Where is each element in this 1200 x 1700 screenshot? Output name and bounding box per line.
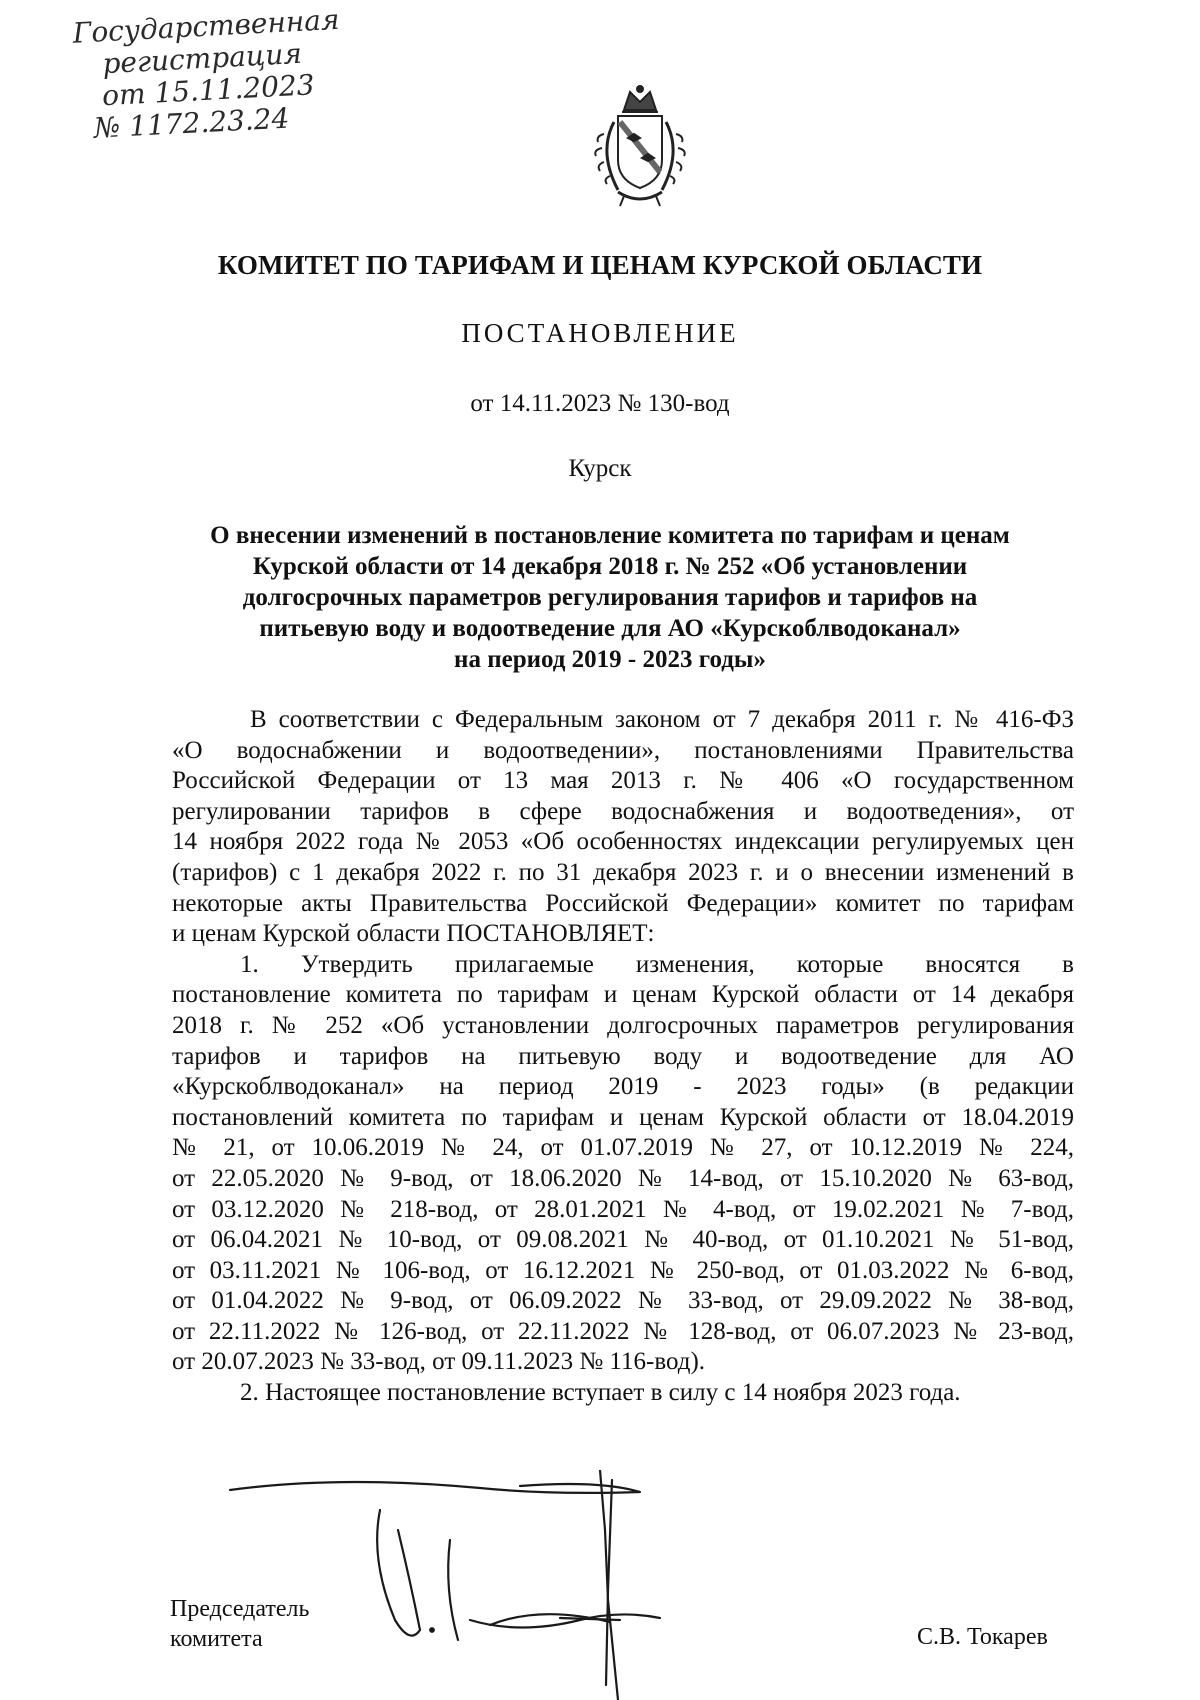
subject-line: питьевую воду и водоотведение для АО «Курскоблводоканал» (259, 615, 961, 642)
item1-line: 1. Утвердить прилагаемые изменения, которые вносятся в (240, 950, 1074, 978)
organization-title: КОМИТЕТ ПО ТАРИФАМ И ЦЕНАМ КУРСКОЙ ОБЛАСТИ (217, 250, 983, 280)
item1-line: постановлений комитета по тарифам и ценам Курской области от 18.04.2019 (172, 1103, 1074, 1131)
registration-note-line-2: регистрация (101, 36, 303, 81)
handwritten-signature (220, 1470, 760, 1700)
document-subject (150, 520, 1070, 675)
item1-line: от 03.11.2021 № 106-вод, от 16.12.2021 № 250-вод, от 01.03.2022 № 6-вод, (172, 1256, 1074, 1284)
document-date-number: от 14.11.2023 № 130-вод (470, 390, 730, 417)
document-type: ПОСТАНОВЛЕНИЕ (461, 318, 739, 348)
preamble-line: «О водоснабжении и водоотведении», постановлениями Правительства (172, 736, 1074, 764)
signatory-role (170, 1594, 309, 1654)
item1-line: от 20.07.2023 № 33-вод, от 09.11.2023 № 116-вод). (172, 1348, 706, 1376)
preamble-line: Российской Федерации от 13 мая 2013 г. № 406 «О государственном (172, 767, 1074, 795)
subject-line: долгосрочных параметров регулирования тарифов и тарифов на (242, 584, 978, 611)
item1-line: постановление комитета по тарифам и ценам Курской области от 14 декабря (172, 981, 1074, 1009)
item1-line: от 22.05.2020 № 9-вод, от 18.06.2020 № 14-вод, от 15.10.2020 № 63-вод, (172, 1164, 1074, 1192)
item1-line: № 21, от 10.06.2019 № 24, от 01.07.2019 № 27, от 10.12.2019 № 224, (172, 1134, 1074, 1162)
preamble-line: В соответствии с Федеральным законом от 7 декабря 2011 г. № 416-ФЗ (250, 706, 1074, 733)
signatory-name: С.В. Токарев (917, 1624, 1048, 1650)
registration-note-line-1: Государственная (71, 2, 341, 50)
preamble-line: некоторые акты Правительства Российской Федерации» комитет по тарифам (172, 889, 1074, 917)
preamble-line: 14 ноября 2022 года № 2053 «Об особенностях индексации регулируемых цен (172, 828, 1074, 856)
signatory-role-line: комитета (170, 1626, 263, 1652)
registration-note-line-4: № 1172.23.24 (92, 101, 291, 145)
coat-of-arms-emblem (580, 82, 700, 212)
item1-line: от 06.04.2021 № 10-вод, от 09.08.2021 № 40-вод, от 01.10.2021 № 51-вод, (172, 1226, 1074, 1254)
item1-line: «Курскоблводоканал» на период 2019 - 2023 годы» (в редакции (172, 1073, 1074, 1101)
item1-line: от 01.04.2022 № 9-вод, от 06.09.2022 № 33-вод, от 29.09.2022 № 38-вод, (172, 1287, 1074, 1315)
item1-line: от 22.11.2022 № 126-вод, от 22.11.2022 № 128-вод, от 06.07.2023 № 23-вод, (172, 1317, 1074, 1345)
document-body (172, 705, 1074, 1409)
item1-line: от 03.12.2020 № 218-вод, от 28.01.2021 № 4-вод, от 19.02.2021 № 7-вод, (172, 1195, 1074, 1223)
preamble-line: регулировании тарифов в сфере водоснабжения и водоотведения», от (172, 797, 1074, 825)
preamble-line: (тарифов) с 1 декабря 2022 г. по 31 декабря 2023 г. и о внесении изменений в (172, 858, 1074, 886)
signatory-role-line: Председатель (170, 1596, 310, 1622)
subject-line: на период 2019 - 2023 годы» (454, 646, 766, 673)
item1-line: тарифов и тарифов на питьевую воду и водоотведение для АО (172, 1042, 1074, 1070)
item2-line: 2. Настоящее постановление вступает в силу с 14 ноября 2023 года. (240, 1379, 961, 1407)
preamble-line: и ценам Курской области ПОСТАНОВЛЯЕТ: (172, 920, 655, 948)
registration-handwritten-note (68, 2, 374, 146)
document-city: Курск (568, 455, 632, 482)
subject-line: Курской области от 14 декабря 2018 г. № 252 «Об установлении (252, 553, 968, 580)
item1-line: 2018 г. № 252 «Об установлении долгосрочных параметров регулирования (172, 1011, 1074, 1039)
registration-note-line-3: от 15.11.2023 (101, 68, 316, 113)
subject-line: О внесении изменений в постановление комитета по тарифам и ценам (210, 522, 1010, 549)
